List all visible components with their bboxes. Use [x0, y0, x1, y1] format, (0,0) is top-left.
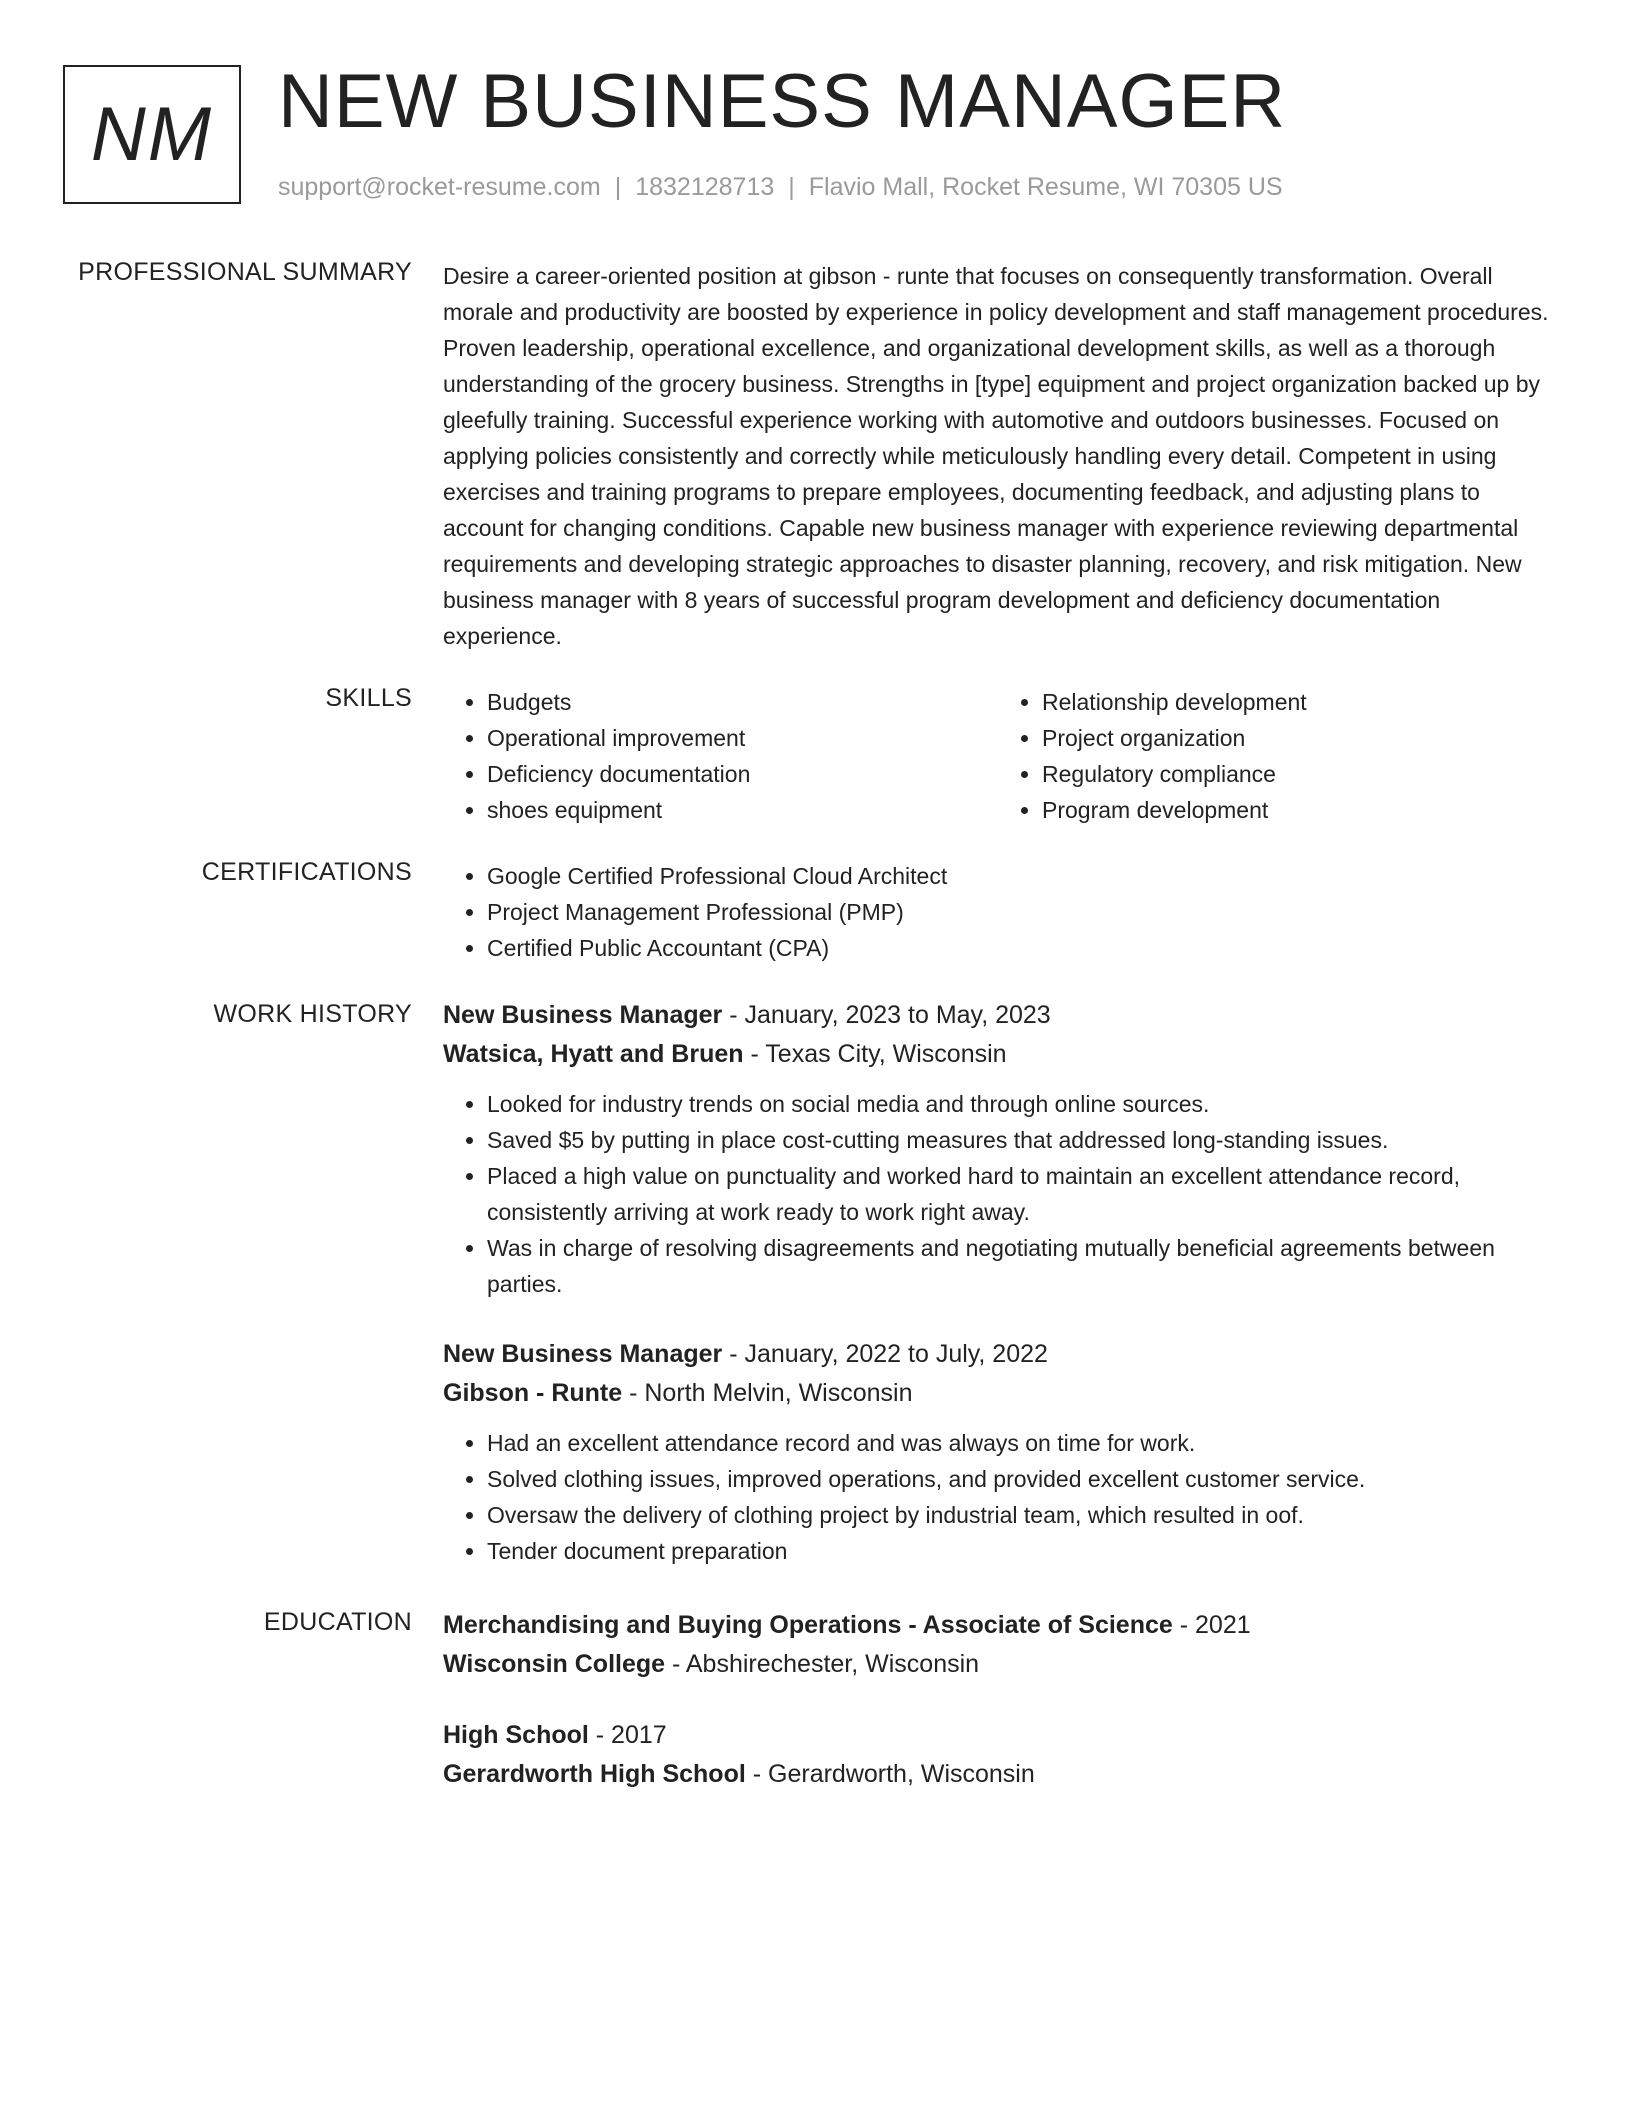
education-heading: EDUCATION [263, 1608, 412, 1636]
job-duty: • Saved $5 by putting in place cost-cutting measures that addressed long-standing issues. [487, 1122, 1553, 1158]
education-body [443, 1716, 1553, 1794]
job-role-line [443, 1335, 1553, 1374]
monogram-initials: NM [90, 92, 214, 177]
skills-heading: SKILLS [325, 684, 412, 712]
skill-item: • shoes equipment [487, 792, 998, 828]
work-history-body [443, 996, 1553, 1302]
education-body [443, 1606, 1553, 1684]
contact-separator: | [788, 173, 795, 201]
education-year: - 2021 [1172, 1611, 1251, 1639]
work-history-heading: WORK HISTORY [213, 1000, 412, 1028]
job-duty: • Tender document preparation [487, 1533, 1553, 1569]
job-company: Gibson - Runte [443, 1379, 623, 1407]
job-dates: - January, 2023 to May, 2023 [722, 1001, 1051, 1029]
job-duty: • Placed a high value on punctuality and worked hard to maintain an excellent attendance record, consistently arriving at work ready to work right away. [487, 1158, 1553, 1230]
contact-email: support@rocket-resume.com [278, 173, 601, 201]
certification-item: • Project Management Professional (PMP) [487, 894, 1553, 930]
skill-item: • Budgets [487, 684, 998, 720]
education-degree: Merchandising and Buying Operations - Associate of Science [443, 1611, 1173, 1639]
education-degree: High School [443, 1721, 589, 1749]
certifications-list [443, 858, 1553, 966]
job-company: Watsica, Hyatt and Bruen [443, 1040, 744, 1068]
job-role: New Business Manager [443, 1340, 723, 1368]
contact-line [278, 173, 1283, 202]
skill-item: • Operational improvement [487, 720, 998, 756]
skill-item: • Relationship development [1042, 684, 1553, 720]
job-duties-list [443, 1086, 1553, 1302]
contact-phone: 1832128713 [635, 173, 775, 201]
summary-text: Desire a career-oriented position at gibson - runte that focuses on consequently transformation. Overall morale and productivity are boosted by experience in policy development and staff management procedures. Proven leadership, operational excellence, and organizational development skills, as well as a thorough understanding of the grocery business. Strengths in [type] equipment and project organization backed up by gleefully training. Successful experience working with automotive and outdoors businesses. Focused on applying policies consistently and correctly while meticulously handling every detail. Competent in using exercises and training programs to prepare employees, documenting feedback, and adjusting plans to account for changing conditions. Capable new business manager with experience reviewing departmental requirements and developing strategic approaches to disaster planning, recovery, and risk mitigation. New business manager with 8 years of successful program development and deficiency documentation experience. [443, 263, 1549, 649]
job-role: New Business Manager [443, 1001, 723, 1029]
skill-item: • Project organization [1042, 720, 1553, 756]
job-company-line [443, 1035, 1553, 1074]
certifications-body [443, 858, 1553, 966]
job-dates: - January, 2022 to July, 2022 [722, 1340, 1048, 1368]
skill-item: • Regulatory compliance [1042, 756, 1553, 792]
contact-address: Flavio Mall, Rocket Resume, WI 70305 US [808, 173, 1283, 201]
skills-list-right [998, 684, 1553, 828]
certification-item: • Google Certified Professional Cloud Architect [487, 858, 1553, 894]
job-duty: • Had an excellent attendance record and was always on time for work. [487, 1425, 1553, 1461]
education-degree-line [443, 1606, 1553, 1645]
education-degree-line [443, 1716, 1553, 1755]
skill-item: • Deficiency documentation [487, 756, 998, 792]
education-school-line [443, 1645, 1553, 1684]
certification-item: • Certified Public Accountant (CPA) [487, 930, 1553, 966]
job-location: - North Melvin, Wisconsin [622, 1379, 913, 1407]
education-entry [443, 1716, 1553, 1794]
education-school: Wisconsin College [443, 1650, 666, 1678]
education-school: Gerardworth High School [443, 1760, 746, 1788]
job-entry [443, 1335, 1553, 1569]
job-duty: • Oversaw the delivery of clothing project by industrial team, which resulted in oof. [487, 1497, 1553, 1533]
job-entry [443, 996, 1553, 1302]
resume-title: NEW BUSINESS MANAGER [278, 59, 1287, 144]
education-year: - 2017 [588, 1721, 667, 1749]
skills-list-left [443, 684, 998, 828]
certifications-heading: CERTIFICATIONS [201, 858, 412, 886]
job-role-line [443, 996, 1553, 1035]
skills-body [443, 684, 1553, 828]
job-duties-list [443, 1425, 1553, 1569]
job-duty: • Looked for industry trends on social media and through online sources. [487, 1086, 1553, 1122]
job-company-line [443, 1374, 1553, 1413]
contact-separator: | [614, 173, 622, 201]
summary-heading: PROFESSIONAL SUMMARY [78, 258, 412, 286]
job-location: - Texas City, Wisconsin [743, 1040, 1007, 1068]
summary-body [443, 258, 1553, 654]
education-school-line [443, 1755, 1553, 1794]
job-duty: • Was in charge of resolving disagreements and negotiating mutually beneficial agreements between parties. [487, 1230, 1553, 1302]
job-duty: • Solved clothing issues, improved operations, and provided excellent customer service. [487, 1461, 1553, 1497]
work-history-body [443, 1335, 1553, 1569]
skill-item: • Program development [1042, 792, 1553, 828]
education-location: - Abshirechester, Wisconsin [665, 1650, 980, 1678]
education-location: - Gerardworth, Wisconsin [745, 1760, 1035, 1788]
education-entry [443, 1606, 1553, 1684]
monogram-badge [63, 65, 241, 204]
